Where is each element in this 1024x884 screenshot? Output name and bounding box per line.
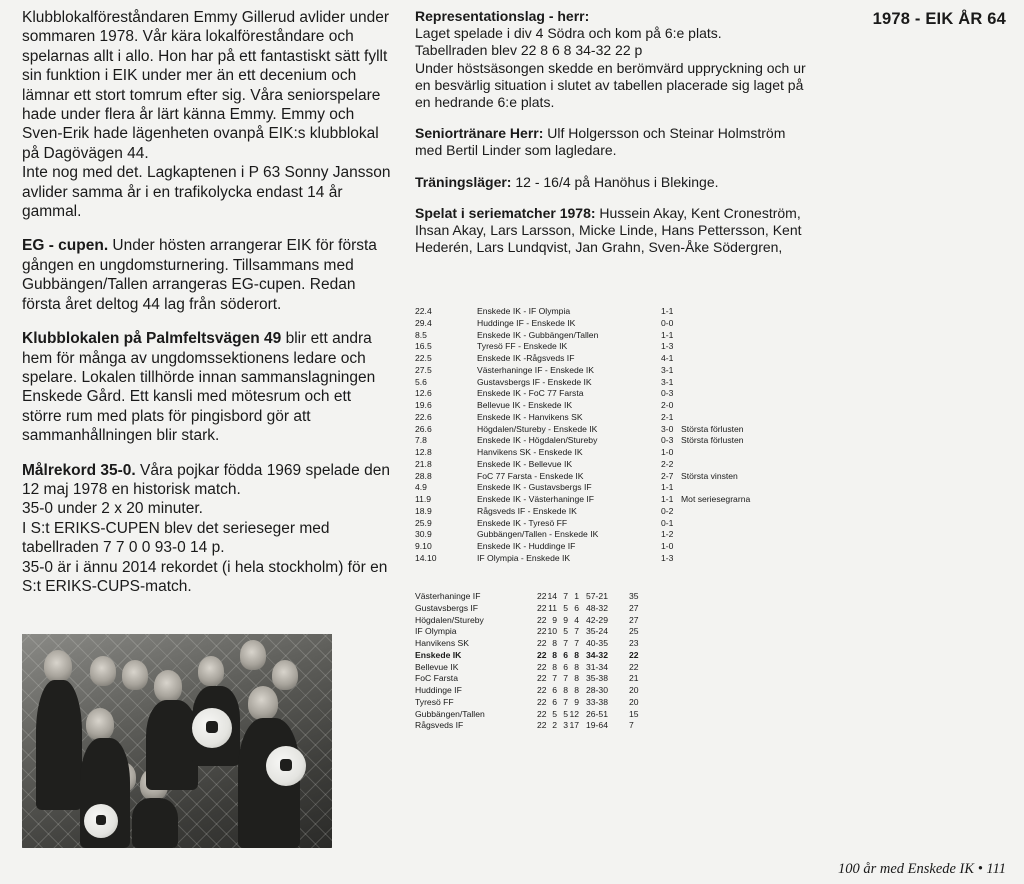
schedule-date: 21.8	[415, 458, 432, 469]
schedule-res: 2-0	[661, 400, 674, 410]
player-body	[132, 798, 178, 848]
schedule-date: 7.8	[415, 435, 427, 446]
schedule-date: 8.5	[415, 329, 427, 340]
schedule-date: 16.5	[415, 341, 432, 352]
standings-team: Huddinge IF	[415, 685, 462, 695]
standings-w: 6	[552, 685, 557, 695]
coach-paragraph	[415, 125, 813, 159]
schedule-date: 22.4	[415, 306, 432, 316]
player-head	[44, 650, 72, 682]
schedule-res: 3-0	[661, 423, 674, 434]
camp-title: Träningsläger:	[415, 173, 512, 190]
standings-pts: 15	[629, 708, 639, 719]
schedule-date: 12.6	[415, 388, 432, 399]
schedule-match: Enskede IK - Tyresö FF	[477, 517, 568, 528]
player-head	[240, 640, 266, 670]
standings-goals: 19-64	[586, 720, 608, 731]
standings-w: 6	[552, 696, 557, 707]
standings-pts: 20	[629, 696, 639, 707]
schedule-match: Enskede IK -Rågsveds IF	[477, 353, 575, 363]
standings-goals: 28-30	[586, 685, 608, 695]
player-body	[36, 680, 82, 810]
representation-paragraph	[415, 8, 813, 111]
book-title: 100 år med Enskede IK	[837, 861, 975, 877]
schedule-note: Största vinsten	[681, 470, 738, 481]
schedule-match: Enskede IK - Bellevue IK	[477, 458, 573, 469]
standings-gp: 22	[537, 602, 547, 613]
players-title: Spelat i seriematcher 1978:	[415, 204, 596, 221]
standings-l: 4	[574, 614, 579, 625]
standings-l: 7	[574, 638, 579, 648]
standings-l: 8	[574, 661, 579, 672]
standings-l: 8	[574, 673, 579, 684]
standings-gp: 22	[537, 708, 547, 719]
schedule-match: Enskede IK - IF Olympia	[477, 306, 571, 316]
schedule-match: Västerhaninge IF - Enskede IK	[477, 364, 595, 375]
schedule-date: 14.10	[415, 552, 437, 563]
schedule-match: Hanvikens SK - Enskede IK	[477, 447, 583, 457]
standings-w: 9	[552, 614, 557, 625]
schedule-date: 12.8	[415, 447, 432, 457]
clubhouse-paragraph	[22, 329, 394, 445]
standings-goals: 35-24	[586, 626, 608, 637]
schedule-date: 27.5	[415, 364, 432, 375]
standings-team: Gubbängen/Tallen	[415, 708, 485, 719]
standings-d: 7	[563, 673, 568, 684]
standings-team: Bellevue IK	[415, 661, 459, 672]
schedule-date: 22.6	[415, 411, 432, 422]
eg-cup-text: Under hösten arrangerar EIK för första gången en ungdomsturnering. Tillsammans med Gubbängen/Tallen arrangeras EG-cupen. Redan första året deltog 44 lag från söderort.	[22, 237, 377, 313]
schedule-date: 25.9	[415, 517, 432, 528]
standings-goals: 34-32	[586, 649, 608, 660]
sonny-paragraph: Inte nog med det. Lagkaptenen i P 63 Sonny Jansson avlider samma år i en trafikolycka endast 14 år gammal.	[22, 164, 391, 221]
standings-d: 3	[563, 720, 568, 731]
schedule-res: 1-3	[661, 552, 674, 563]
representation-title: Representationslag - herr:	[415, 8, 590, 24]
schedule-res: 1-1	[661, 494, 674, 504]
standings-d: 7	[563, 638, 568, 648]
schedule-res: 1-3	[661, 341, 674, 352]
standings-gp: 22	[537, 661, 547, 672]
record-title: Målrekord 35-0.	[22, 461, 136, 479]
standings-l: 7	[574, 626, 579, 637]
schedule-res: 2-1	[661, 411, 674, 422]
standings-team: Hanvikens SK	[415, 638, 469, 648]
standings-pts: 27	[629, 602, 639, 613]
schedule-res: 0-3	[661, 435, 674, 446]
schedule-date: 29.4	[415, 317, 432, 328]
page-number: 111	[986, 861, 1006, 877]
players-paragraph	[415, 205, 813, 257]
standings-team: FoC Farsta	[415, 673, 458, 684]
football-icon	[84, 804, 118, 838]
eg-cup-paragraph	[22, 236, 394, 314]
standings-d: 6	[563, 661, 568, 672]
football-icon	[192, 708, 232, 748]
schedule-date: 18.9	[415, 505, 432, 516]
standings-team: Högdalen/Stureby	[415, 614, 484, 625]
schedule-match: Bellevue IK - Enskede IK	[477, 400, 573, 410]
middle-column	[415, 8, 813, 270]
standings-w: 8	[552, 638, 557, 648]
schedule-res: 0-0	[661, 317, 674, 328]
footer-separator: •	[977, 861, 983, 877]
standings-l: 9	[574, 696, 579, 707]
schedule-res: 0-3	[661, 388, 674, 399]
standings-goals: 33-38	[586, 696, 608, 707]
representation-line-2: Tabellraden blev 22 8 6 8 34-32 22 p	[415, 42, 643, 59]
standings-w: 11	[548, 602, 557, 613]
standings-team: Västerhaninge IF	[415, 591, 481, 601]
standings-pts: 20	[629, 685, 639, 695]
schedule-date: 19.6	[415, 400, 432, 410]
schedule-note: Största förlusten	[681, 423, 744, 434]
player-head	[90, 656, 116, 686]
standings-goals: 31-34	[586, 661, 608, 672]
schedule-match: Högdalen/Stureby - Enskede IK	[477, 423, 598, 434]
standings-w: 5	[552, 708, 557, 719]
schedule-res: 1-1	[661, 329, 674, 340]
standings-gp: 22	[537, 626, 547, 637]
schedule-match: Enskede IK - Högdalen/Stureby	[477, 435, 598, 446]
standings-l: 1	[574, 591, 579, 601]
record-paragraph	[22, 461, 394, 500]
record-line-3: I S:t ERIKS-CUPEN blev det serieseger med tabellraden 7 7 0 0 93-0 14 p.	[22, 519, 330, 557]
standings-d: 7	[563, 591, 568, 601]
standings-d: 7	[563, 696, 568, 707]
standings-l: 17	[569, 720, 579, 731]
player-head	[154, 670, 182, 702]
standings-team: Tyresö FF	[415, 696, 454, 707]
schedule-match: Enskede IK - Gustavsbergs IF	[477, 482, 592, 493]
schedule-res: 0-1	[661, 517, 674, 528]
left-column	[22, 8, 394, 611]
standings-w: 8	[552, 661, 557, 672]
standings-gp: 22	[537, 720, 547, 731]
standings-gp: 22	[537, 673, 547, 684]
standings-d: 8	[563, 685, 568, 695]
standings-l: 8	[574, 649, 579, 660]
standings-goals: 35-38	[586, 673, 608, 684]
schedule-note: Största förlusten	[681, 435, 744, 446]
standings-w: 2	[552, 720, 557, 731]
standings-l: 8	[574, 685, 579, 695]
standings-goals: 40-35	[586, 638, 608, 648]
standings-team: Rågsveds IF	[415, 720, 464, 731]
standings-w: 8	[552, 649, 557, 660]
standings-pts: 21	[629, 673, 639, 684]
player-head	[248, 686, 278, 720]
standings-team: Gustavsbergs IF	[415, 602, 479, 613]
eg-cup-title: EG - cupen.	[22, 237, 109, 255]
players-text: Hussein Akay, Kent Croneström, Ihsan Akay, Lars Larsson, Micke Linde, Hans Pettersson, Kent Hederén, Lars Lundqvist, Jan Grahn, Sven-Åke Södergren,	[415, 204, 802, 256]
schedule-res: 1-2	[661, 529, 674, 540]
standings-pts: 27	[629, 614, 639, 625]
standings-gp: 22	[537, 638, 547, 648]
standings-w: 14	[547, 591, 557, 601]
standings-gp: 22	[537, 685, 547, 695]
clubhouse-title: Klubblokalen på Palmfeltsvägen 49	[22, 330, 282, 348]
standings-goals: 57-21	[586, 591, 608, 601]
football-icon	[266, 746, 306, 786]
standings-d: 5	[563, 708, 568, 719]
standings-w: 10	[547, 626, 557, 637]
representation-line-1: Laget spelade i div 4 Södra och kom på 6:e plats.	[415, 25, 722, 42]
player-head	[86, 708, 114, 740]
standings-d: 6	[563, 649, 568, 660]
standings-w: 7	[552, 673, 557, 684]
schedule-date: 9.10	[415, 541, 432, 551]
camp-text: 12 - 16/4 på Hanöhus i Blekinge.	[511, 173, 719, 190]
schedule-res: 1-0	[661, 541, 674, 551]
schedule-date: 11.9	[415, 494, 432, 504]
standings-team: IF Olympia	[415, 626, 457, 637]
schedule-res: 1-1	[661, 306, 674, 316]
schedule-match: IF Olympia - Enskede IK	[477, 552, 571, 563]
player-head	[272, 660, 298, 690]
schedule-res: 2-7	[661, 470, 674, 481]
schedule-res: 4-1	[661, 353, 674, 363]
schedule-date: 30.9	[415, 529, 432, 540]
record-text: Våra pojkar födda 1969 spelade den 12 maj 1978 en historisk match.	[22, 461, 390, 498]
camp-paragraph	[415, 174, 813, 191]
schedule-res: 3-1	[661, 376, 674, 387]
schedule-match: Enskede IK - Huddinge IF	[477, 541, 576, 551]
coach-text: Ulf Holgersson och Steinar Holmström med Bertil Linder som lagledare.	[415, 125, 786, 159]
standings-gp: 22	[537, 591, 547, 601]
standings-team: Enskede IK	[415, 649, 462, 660]
player-head	[198, 656, 224, 686]
standings-pts: 22	[629, 661, 639, 672]
schedule-res: 1-1	[661, 482, 674, 493]
standings-pts: 23	[629, 638, 639, 648]
schedule-match: Enskede IK - FoC 77 Farsta	[477, 388, 584, 399]
emmy-paragraph: Klubblokalföreståndaren Emmy Gillerud avlider under sommaren 1978. Vår kära lokalföreståndare och spelarnas allt i allo. Hon har på ett fantastiskt sätt fyllt sin funktion i EIK under mer än ett decenium och lämnar ett stort tomrum efter sig. Våra seniorspelare hade under flera år lärt känna Emmy. Emmy och Sven-Erik hade lägenheten ovanpå EIK:s klubblokal på Dagövägen 44.	[22, 9, 390, 162]
schedule-match: Gubbängen/Tallen - Enskede IK	[477, 529, 599, 540]
standings-gp: 22	[537, 614, 547, 625]
schedule-match: Enskede IK - Hanvikens SK	[477, 411, 583, 422]
standings-goals: 26-51	[586, 708, 608, 719]
standings-d: 5	[563, 626, 568, 637]
standings-gp: 22	[537, 649, 547, 660]
standings-pts: 22	[629, 649, 639, 660]
standings-d: 5	[563, 602, 568, 613]
schedule-date: 5.6	[415, 376, 427, 387]
standings-goals: 42-29	[586, 614, 608, 625]
standings-pts: 35	[629, 591, 639, 601]
standings-pts: 7	[629, 720, 634, 731]
schedule-date: 4.9	[415, 482, 427, 493]
record-line-4: 35-0 är i ännu 2014 rekordet (i hela stockholm) för en S:t ERIKS-CUPS-match.	[22, 558, 388, 595]
schedule-match: Gustavsbergs IF - Enskede IK	[477, 376, 592, 387]
schedule-match: Tyresö FF - Enskede IK	[477, 341, 568, 352]
standings-l: 12	[569, 708, 579, 719]
schedule-match: Rågsveds IF - Enskede IK	[477, 505, 577, 516]
player-body	[146, 700, 198, 790]
schedule-match: FoC 77 Farsta - Enskede IK	[477, 470, 584, 481]
schedule-date: 28.8	[415, 470, 432, 481]
schedule-match: Enskede IK - Västerhaninge IF	[477, 494, 595, 504]
record-line-2: 35-0 under 2 x 20 minuter.	[22, 500, 203, 518]
schedule-res: 2-2	[661, 458, 674, 469]
schedule-res: 3-1	[661, 364, 674, 375]
schedule-date: 26.6	[415, 423, 432, 434]
standings-gp: 22	[537, 696, 547, 707]
coach-title: Seniortränare Herr:	[415, 125, 544, 142]
schedule-match: Enskede IK - Gubbängen/Tallen	[477, 329, 599, 340]
standings-d: 9	[563, 614, 568, 625]
team-photo	[22, 634, 332, 848]
standings-pts: 25	[629, 626, 639, 637]
standings-l: 6	[574, 602, 579, 613]
page-header: 1978 - EIK ÅR 64	[872, 10, 1006, 28]
schedule-res: 1-0	[661, 447, 674, 457]
page-footer	[838, 861, 1006, 878]
schedule-date: 22.5	[415, 353, 432, 363]
representation-line-3: Under höstsäsongen skedde en berömvärd uppryckning och ur en besvärlig situation i slutet av tabellen placerade sig laget på en hedrande 6:e plats.	[415, 59, 806, 111]
clubhouse-text: blir ett andra hem för många av ungdomssektionens ledare och spelare. Lokalen tillhörde innan sammanslagningen Enskede Gård. Ett kansli med mötesrum och ett större rum med plats för pingisbord gör att sammanhållningen blir stark.	[22, 330, 376, 445]
schedule-res: 0-2	[661, 505, 674, 516]
schedule-note: Mot seriesegrarna	[681, 494, 751, 504]
standings-goals: 48-32	[586, 602, 608, 613]
schedule-match: Huddinge IF - Enskede IK	[477, 317, 576, 328]
player-head	[122, 660, 148, 690]
